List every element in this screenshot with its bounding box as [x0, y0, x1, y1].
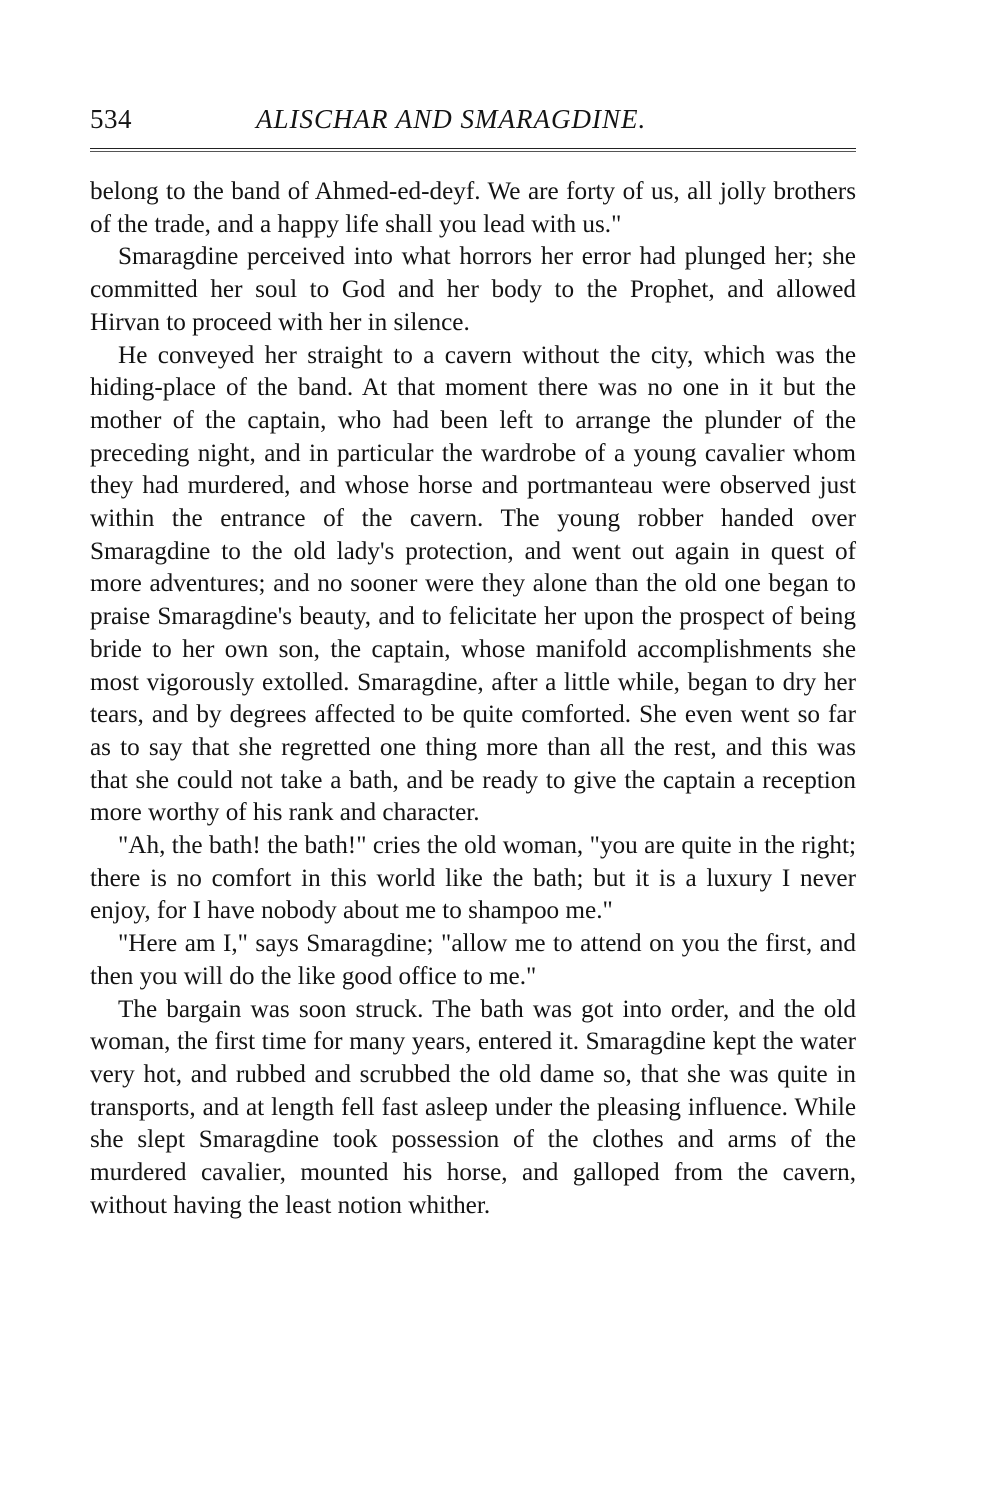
paragraph: "Here am I," says Smaragdine; "allow me to attend on you the first, and then you will do the like good office to me." — [90, 930, 856, 990]
paragraph-continued: belong to the band of Ahmed-ed-deyf. We are forty of us, all jolly brothers of the trade, and a happy life shall you lead with us." — [90, 178, 856, 238]
paragraph: He conveyed her straight to a cavern without the city, which was the hiding-place of the band. At that moment there was no one in it but the mother of the captain, who had been left to arrange the plunder of the preceding night, and in particular the wardrobe of a young cavalier whom they had murdered, and whose horse and portmanteau were observed just within the entrance of the cavern. The young robber handed over Smaragdine to the old lady's protection, and went out again in quest of more adventures; and no sooner were they alone than the old one began to praise Smaragdine's beauty, and to felicitate her upon the prospect of being bride to her own son, the captain, whose manifold accomplishments she most vigorously extolled. Smaragdine, after a little while, began to dry her tears, and by degrees affected to be quite comforted. She even went so far as to say that she regretted one thing more than all the rest, and this was that she could not take a bath, and be ready to give the captain a reception more worthy of his rank and character. — [90, 341, 856, 827]
body-text — [90, 176, 856, 1223]
running-head — [90, 98, 856, 140]
header-rule — [90, 148, 856, 152]
running-title: ALISCHAR AND SMARAGDINE. — [256, 104, 647, 134]
paragraph: "Ah, the bath! the bath!" cries the old woman, "you are quite in the right; there is no comfort in this world like the bath; but it is a luxury I never enjoy, for I have nobody about me to shampoo me." — [90, 832, 856, 925]
page-number: 534 — [90, 104, 132, 134]
paragraph: Smaragdine perceived into what horrors her error had plunged her; she committed her soul to God and her body to the Prophet, and allowed Hirvan to proceed with her in silence. — [90, 243, 856, 336]
book-page — [90, 98, 856, 1223]
paragraph: The bargain was soon struck. The bath was got into order, and the old woman, the first time for many years, entered it. Smaragdine kept the water very hot, and rubbed and scrubbed the old dame so, that she was quite in transports, and at length fell fast asleep under the pleasing influence. While she slept Smaragdine took possession of the clothes and arms of the murdered cavalier, mounted his horse, and galloped from the cavern, without having the least notion whither. — [90, 995, 856, 1219]
